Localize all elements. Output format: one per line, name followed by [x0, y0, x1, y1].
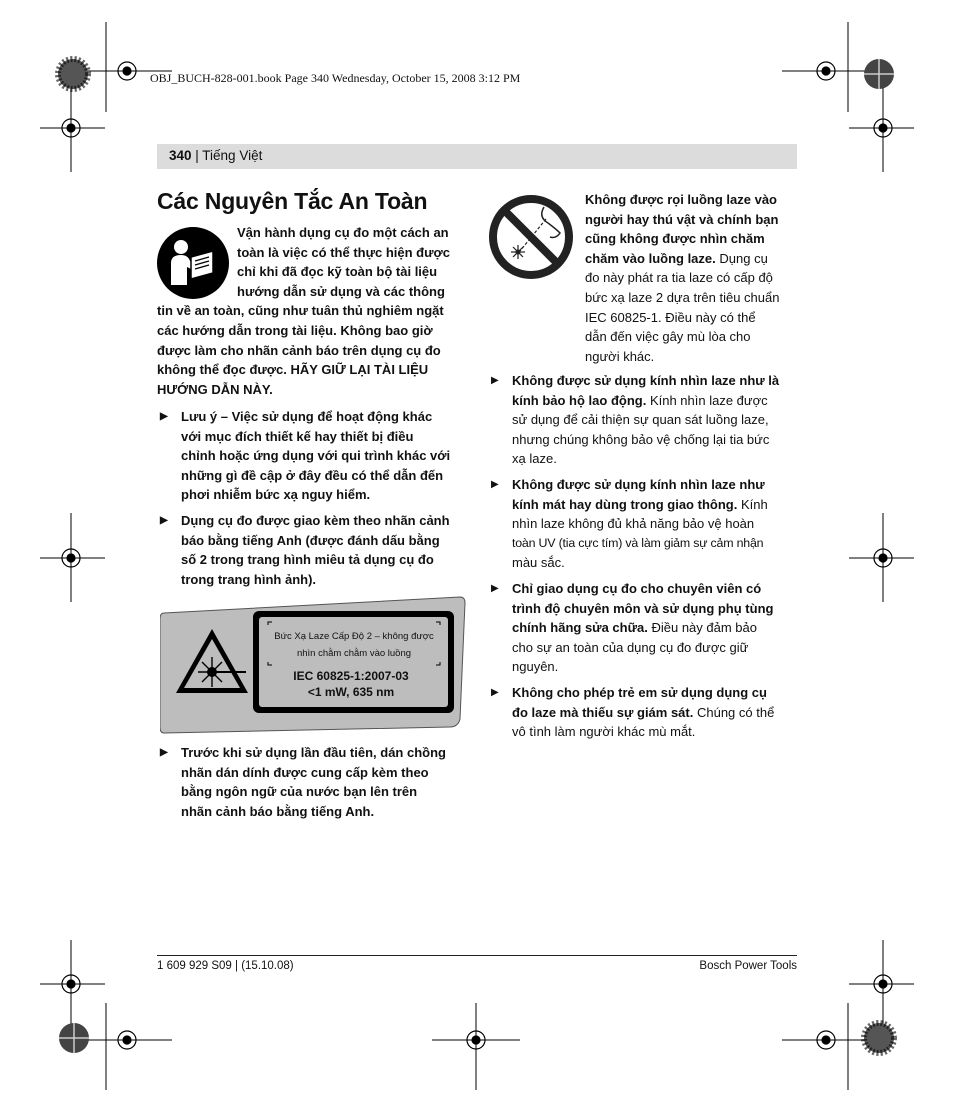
header-separator: |: [191, 148, 203, 163]
label-line-2: nhìn chằm chằm vào luồng: [296, 648, 412, 659]
left-bullet-2: [160, 511, 470, 591]
right-bullet-3: [491, 579, 801, 677]
text-line: Dụng cụ đo được giao kèm theo nhãn cảnh: [181, 513, 450, 528]
text-line: cũng không được nhìn chăm: [585, 231, 765, 247]
text-line: kính mát hay dùng trong giao thông. Kính: [512, 496, 768, 512]
left-bullet-1: [160, 407, 470, 505]
laser-warning-label: [160, 595, 468, 737]
text-line: xạ laze.: [512, 451, 557, 467]
text-line: Không cho phép trẻ em sử dụng dụng cụ: [512, 685, 767, 700]
intro-block: [157, 223, 463, 399]
right-bullet-2: [491, 475, 801, 573]
text-line: nhưng chúng không bảo vệ chống lại tia bức: [512, 431, 770, 447]
text-line: sử dụng để cải thiện sự quan sát luồng laze,: [512, 412, 769, 428]
bullet-arrow-icon: ▶: [160, 515, 168, 526]
text-line: chính hãng sửa chữa. Điều này đảm bảo: [512, 620, 757, 636]
text-line: phơi nhiễm bức xạ nguy hiểm.: [181, 487, 371, 503]
no-laser-in-eyes-icon: [488, 193, 576, 281]
page-number: 340: [169, 148, 192, 163]
text-line: Không được rọi luồng laze vào: [585, 192, 777, 207]
label-line-1: Bức Xạ Laze Cấp Độ 2 – không được: [274, 631, 434, 642]
right-bullet-4: [491, 683, 801, 743]
text-line: bức xạ laze 2 dựa trên tiêu chuẩn: [585, 289, 780, 305]
footer-brand: Bosch Power Tools: [699, 960, 797, 972]
bullet-arrow-icon: ▶: [491, 583, 499, 594]
text-line: Không được sử dụng kính nhìn laze như là: [512, 373, 780, 388]
text-line: nhãn cảnh báo bằng tiếng Anh.: [181, 803, 375, 819]
text-line: đo laze mà thiếu sự giám sát. Chúng có thể: [512, 704, 775, 720]
text-line: Chỉ giao dụng cụ đo cho chuyên viên có: [512, 581, 762, 596]
text-line: người khác.: [585, 348, 655, 364]
bullet-arrow-icon: ▶: [160, 411, 168, 422]
eye-warning-block: [585, 190, 800, 366]
text-line: với mục đích thiết kế hay thiết bị điều: [181, 428, 414, 444]
page-header-bar: [157, 144, 797, 169]
text-line: trong trang hình ảnh).: [181, 571, 317, 587]
text-line: dẫn đến việc gây mù lòa cho: [585, 329, 751, 345]
header-language: Tiếng Việt: [202, 148, 263, 163]
print-info: OBJ_BUCH-828-001.book Page 340 Wednesday, October 15, 2008 3:12 PM: [150, 71, 521, 85]
label-standard: IEC 60825-1:2007-03: [293, 669, 409, 683]
text-line: bằng ngôn ngữ của nước bạn lên trên: [181, 784, 418, 800]
text-line: Không được sử dụng kính nhìn laze như: [512, 477, 765, 492]
text-line: chỉnh hoặc ứng dụng với qui trình khác với: [181, 448, 451, 464]
page-header: [169, 148, 262, 163]
text-line: IEC 60825-1. Điều này có thể: [585, 309, 756, 325]
right-bullet-1: [491, 371, 801, 469]
text-line: đo này phát ra tia laze có cấp độ: [585, 270, 773, 286]
text-line: báo bằng tiếng Anh (được đánh dấu bằng: [181, 532, 440, 548]
text-line: Lưu ý – Việc sử dụng để hoạt động khác: [181, 409, 433, 424]
bullet-arrow-icon: ▶: [491, 479, 499, 490]
text-line: vô tình làm người khác mù mắt.: [512, 724, 696, 740]
bullet-arrow-icon: ▶: [491, 687, 499, 698]
section-title: Các Nguyên Tắc An Toàn: [157, 188, 428, 214]
text-line: cho sự an toàn của dụng cụ đo được giữ: [512, 639, 749, 655]
text-line: nguyên.: [512, 659, 559, 675]
text-line: chăm vào luồng laze. Dụng cụ: [585, 250, 768, 266]
footer-doc-number: 1 609 929 S09 | (15.10.08): [157, 960, 294, 972]
text-line: Trước khi sử dụng lần đầu tiên, dán chồng: [181, 745, 446, 760]
text-line: số 2 trong trang hình miêu tả dụng cụ đo: [181, 552, 434, 568]
text-line: những gì đề cập ở đây đều có thể dẫn đến: [181, 467, 444, 483]
label-power: <1 mW, 635 nm: [307, 685, 395, 699]
text-line: nhãn dán dính được cung cấp kèm theo: [181, 764, 429, 780]
text-line: toàn UV (tia cực tím) và làm giảm sự cảm nhận: [512, 535, 764, 550]
bullet-arrow-icon: ▶: [491, 375, 499, 386]
left-bullet-3: [160, 743, 470, 823]
footer-divider: [157, 955, 797, 956]
text-line: người hay thú vật và chính bạn: [585, 211, 779, 227]
text-line: trình độ chuyên môn và sử dụng phụ tùng: [512, 600, 774, 616]
bullet-arrow-icon: ▶: [160, 747, 168, 758]
text-line: màu sắc.: [512, 555, 565, 571]
intro-text: Vận hành dụng cụ đo một cách an toàn là việc có thể thực hiện được chỉ khi đã đọc kỹ toàn bộ tài liệu hướng dẫn sử dụng và các thông tin về an toàn, cũng như tuân thủ nghiêm ngặt các hướng dẫn trong tài liệu. Không bao giờ được làm cho nhãn cảnh báo trên dụng cụ đo không thể đọc được. HÃY GIỮ LẠI TÀI LIỆU HƯỚNG DẪN NÀY.: [157, 225, 451, 397]
text-line: kính bảo hộ lao động. Kính nhìn laze được: [512, 392, 768, 408]
read-manual-icon: [157, 227, 229, 299]
text-line: nhìn laze không đủ khả năng bảo vệ hoàn: [512, 516, 755, 532]
